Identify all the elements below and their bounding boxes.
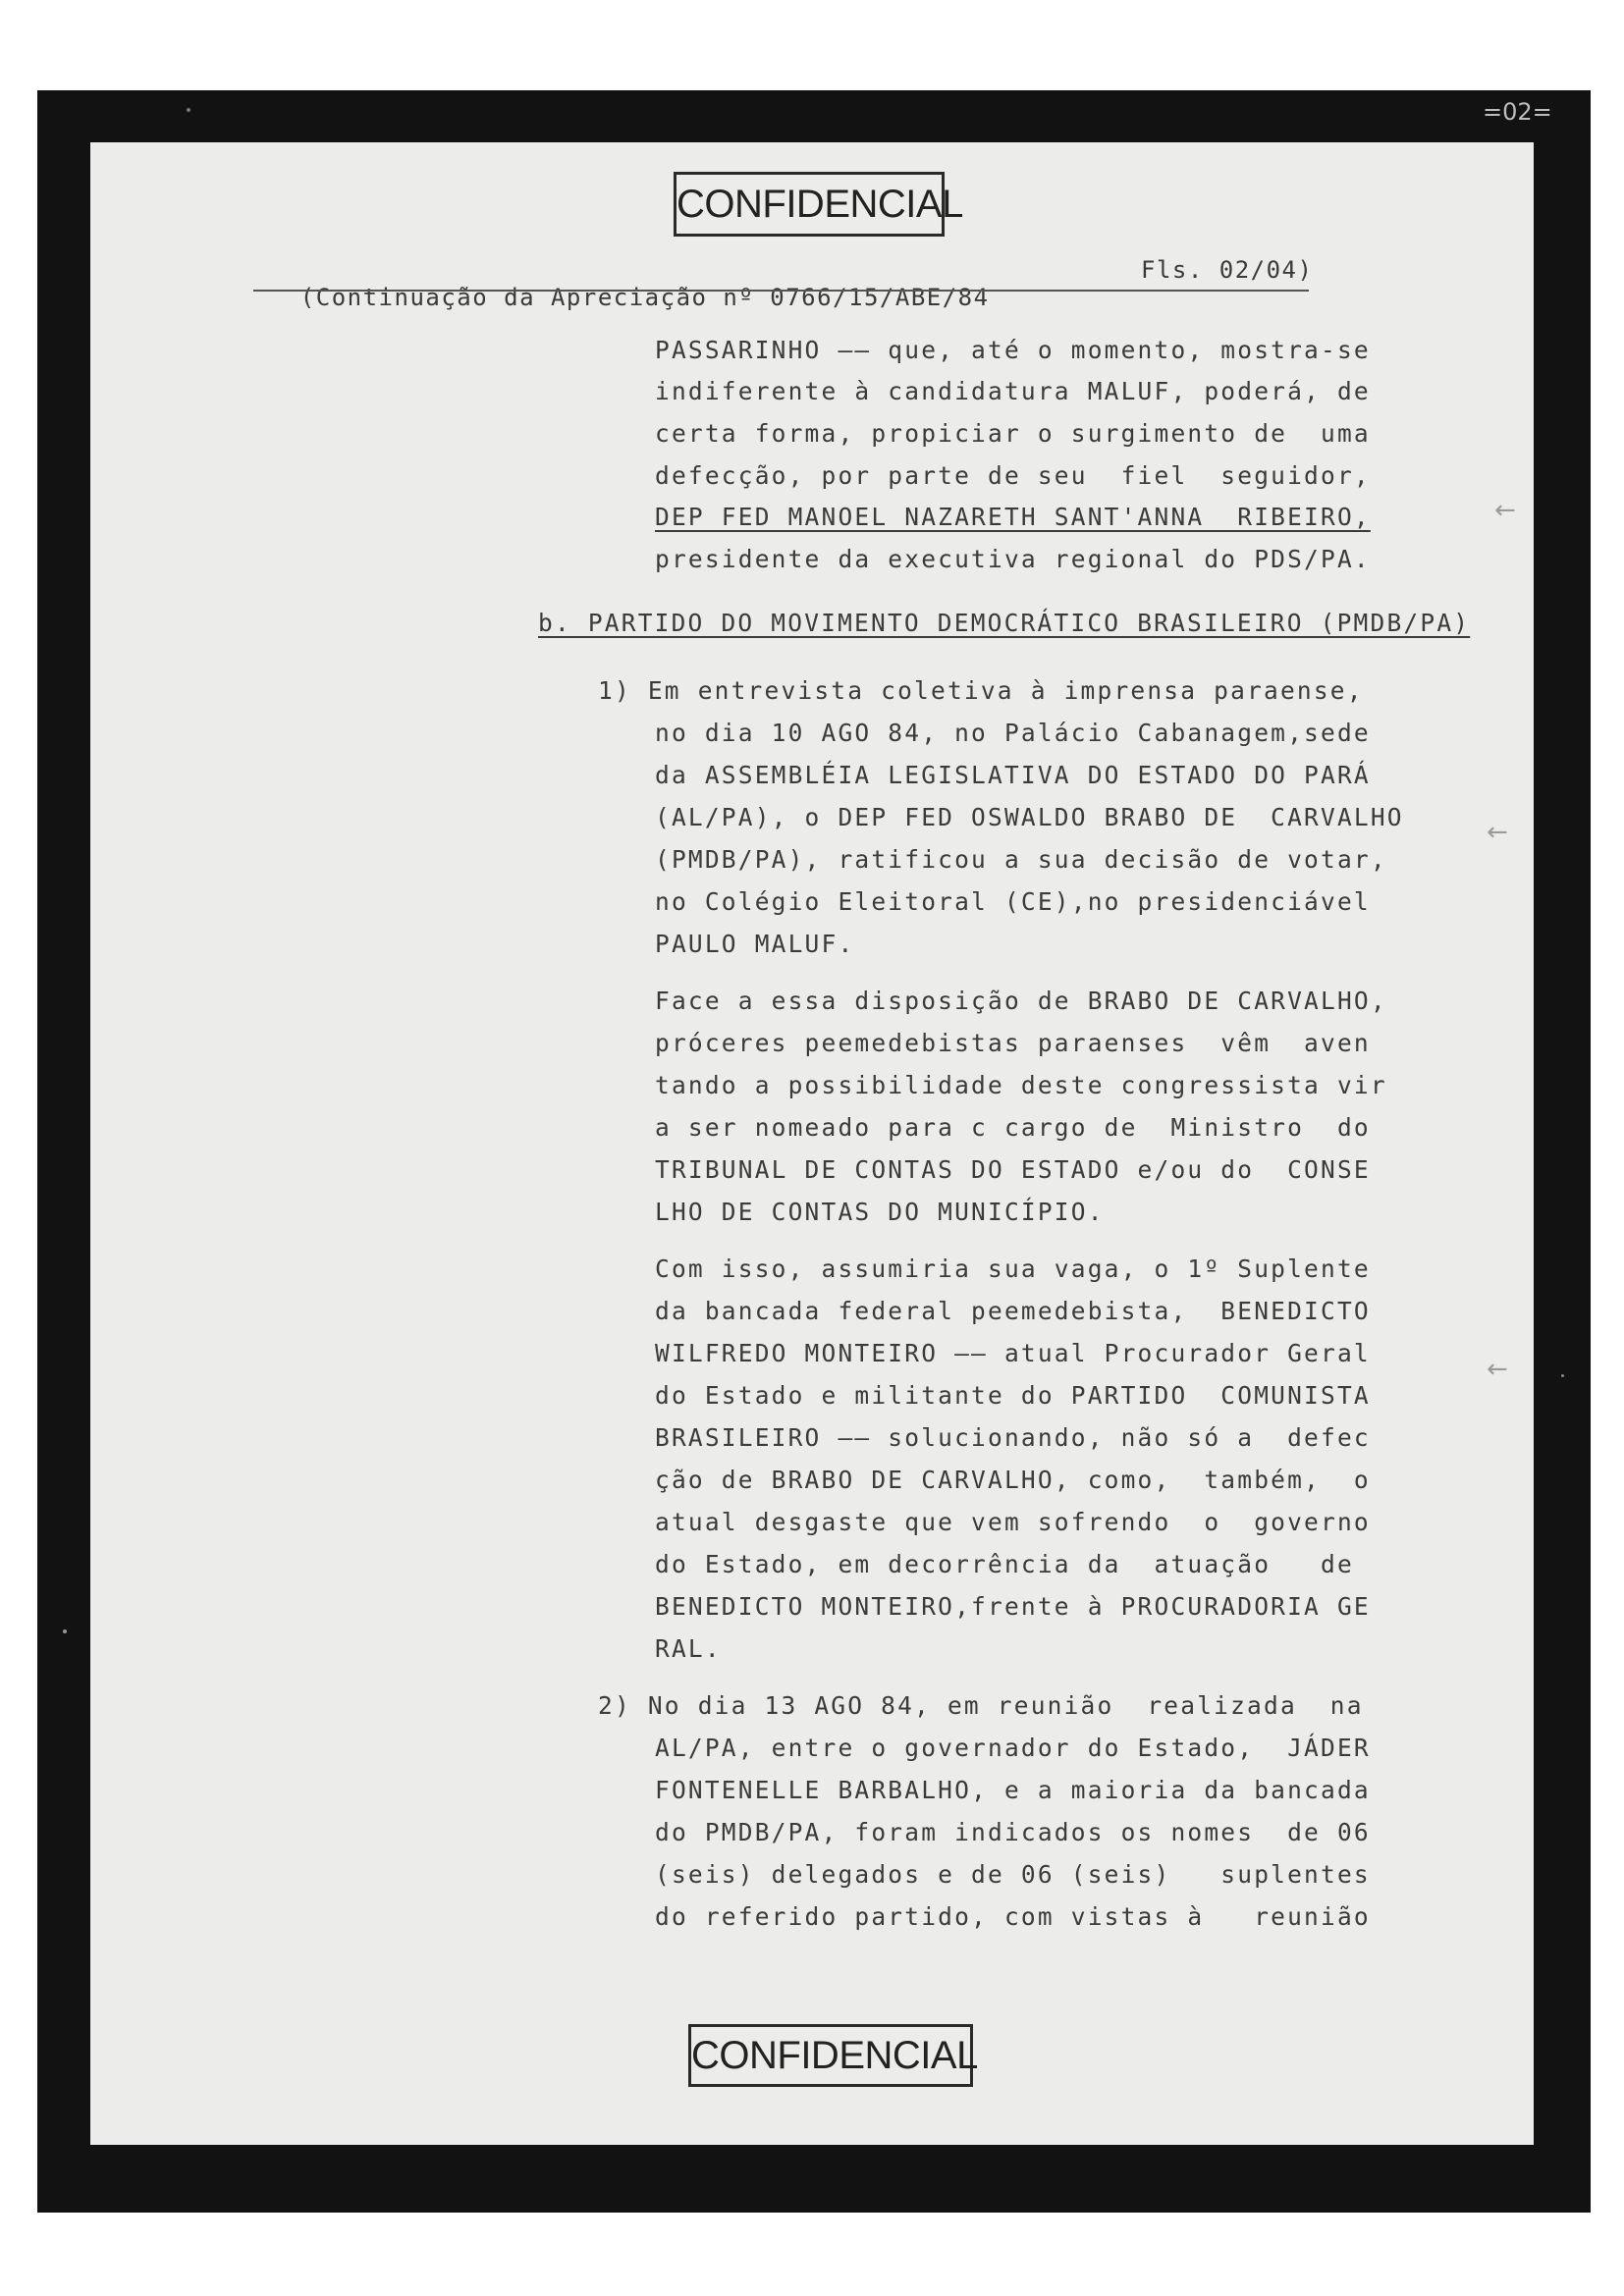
text-line: (AL/PA), o DEP FED OSWALDO BRABO DE CARVALHO (655, 803, 1404, 831)
text-line: do referido partido, com vistas à reunião (655, 1902, 1371, 1931)
text-line: indiferente à candidatura MALUF, poderá, de (655, 377, 1371, 405)
margin-arrow-icon: ← (1487, 818, 1508, 847)
text-line: Face a essa disposição de BRABO DE CARVALHO, (655, 987, 1387, 1015)
margin-arrow-icon: ← (1494, 496, 1516, 525)
text-line: (seis) delegados e de 06 (seis) suplentes (655, 1860, 1371, 1889)
text-line: defecção, por parte de seu fiel seguidor, (655, 461, 1371, 490)
text-line: da bancada federal peemedebista, BENEDICTO (655, 1297, 1371, 1325)
text-line: a ser nomeado para c cargo de Ministro do (655, 1113, 1371, 1142)
text-line: certa forma, propiciar o surgimento de uma (655, 419, 1371, 448)
text-line: RAL. (655, 1634, 722, 1663)
margin-arrow-icon: ← (1487, 1355, 1508, 1384)
document-page (90, 98, 1552, 2145)
scan-speck (1561, 1374, 1564, 1377)
text-line: PAULO MALUF. (655, 930, 855, 958)
text-line: PASSARINHO —— que, até o momento, mostra-se (655, 336, 1371, 364)
text-line: ção de BRABO DE CARVALHO, como, também, o (655, 1466, 1371, 1494)
text-line: próceres peemedebistas paraenses vêm aven (655, 1029, 1371, 1057)
text-line: da ASSEMBLÉIA LEGISLATIVA DO ESTADO DO PARÁ (655, 761, 1371, 789)
header-reference: (Continuação da Apreciação nº 0766/15/ABE/84 (299, 284, 990, 311)
text-line: BENEDICTO MONTEIRO,frente à PROCURADORIA GE (655, 1592, 1371, 1621)
text-line: LHO DE CONTAS DO MUNICÍPIO. (655, 1198, 1105, 1226)
header-page-number: Fls. 02/04) (1141, 256, 1314, 284)
text-line: Com isso, assumiria sua vaga, o 1º Suplente (655, 1255, 1371, 1283)
text-line: do PMDB/PA, foram indicados os nomes de 06 (655, 1818, 1371, 1846)
text-line: 1) Em entrevista coletiva à imprensa paraense, (598, 676, 1364, 705)
text-line: 2) No dia 13 AGO 84, em reunião realizada na (598, 1691, 1364, 1720)
scan-speck (187, 108, 190, 112)
text-line: atual desgaste que vem sofrendo o governo (655, 1508, 1371, 1536)
text-line: BRASILEIRO —— solucionando, não só a defec (655, 1423, 1371, 1452)
text-line: AL/PA, entre o governador do Estado, JÁDER (655, 1734, 1371, 1762)
text-line: WILFREDO MONTEIRO —— atual Procurador Geral (655, 1339, 1371, 1367)
confidential-stamp-bottom: CONFIDENCIAL (688, 2024, 973, 2087)
text-line: no Colégio Eleitoral (CE),no presidenciável (655, 887, 1371, 916)
header-underline (253, 290, 1309, 292)
text-line: TRIBUNAL DE CONTAS DO ESTADO e/ou do CONSE (655, 1155, 1371, 1184)
text-line: (PMDB/PA), ratificou a sua decisão de votar, (655, 845, 1387, 874)
text-line: DEP FED MANOEL NAZARETH SANT'ANNA RIBEIRO, (655, 503, 1371, 531)
text-line: do Estado, em decorrência da atuação de (655, 1550, 1354, 1578)
text-line: do Estado e militante do PARTIDO COMUNISTA (655, 1381, 1371, 1410)
scan-speck (63, 1629, 67, 1633)
text-line: FONTENELLE BARBALHO, e a maioria da bancada (655, 1776, 1371, 1804)
text-line: presidente da executiva regional do PDS/PA. (655, 545, 1371, 573)
text-line: tando a possibilidade deste congressista vir (655, 1071, 1387, 1099)
corner-mark: =02= (1483, 98, 1552, 126)
text-line: no dia 10 AGO 84, no Palácio Cabanagem,sede (655, 719, 1371, 747)
section-b-heading: b. PARTIDO DO MOVIMENTO DEMOCRÁTICO BRASILEIRO (PMDB/PA) (538, 609, 1471, 637)
confidential-stamp-top: CONFIDENCIAL (674, 172, 945, 237)
